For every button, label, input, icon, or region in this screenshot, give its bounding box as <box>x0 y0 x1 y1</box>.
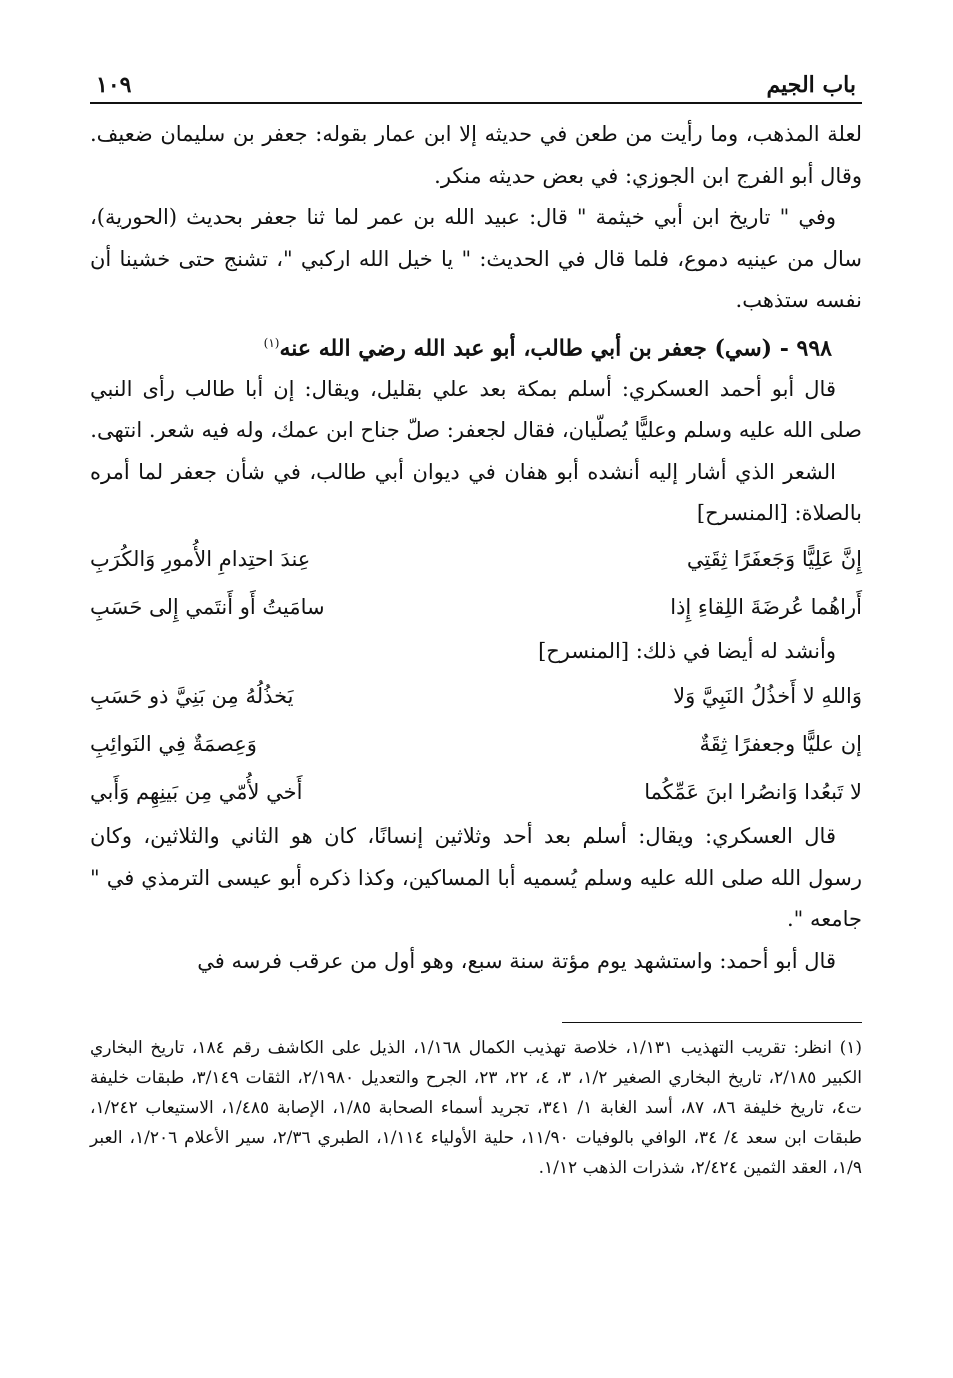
paragraph: الشعر الذي أشار إليه أنشده أبو هفان في ديوان أبي طالب، في شأن جعفر لما أمره بالصلاة: [المنسرح] <box>90 459 862 526</box>
page-number: ١٠٩ <box>96 72 132 98</box>
first-hemistich: أَراهُما عُرضَةَ اللِقاءِ إِذا <box>670 594 862 619</box>
book-page <box>90 68 862 1183</box>
first-hemistich: لا تَبعُدا وَانصُرا ابنَ عَمِّكُما <box>644 780 862 805</box>
poem-first <box>90 535 862 631</box>
paragraph: وفي " تاريخ ابن أبي خيثمة " قال: عبيد الله بن عمر لما ثنا جعفر بحديث (الحورية)، سال من عينيه دموع، فلما قال في الحديث: " يا خيل الله اركبي "، تشنج حتى خشينا أن نفسه ستذهب. <box>90 205 862 312</box>
verse-line <box>90 583 862 631</box>
footnotes <box>90 1033 862 1183</box>
verse-line <box>90 535 862 583</box>
paragraph: لعلة المذهب، وما رأيت من طعن في حديثه إلا ابن عمار بقوله: جعفر بن سليمان ضعيف. وقال أبو الفرج ابن الجوزي: في بعض حديثه منكر. <box>90 122 862 188</box>
paragraph: قال أبو أحمد العسكري: أسلم بمكة بعد علي بقليل، ويقال: إن أبا طالب رأى النبي صلى الله عليه وسلم وعليًّا يُصلّيان، فقال لجعفر: صلّ جناح ابن عمك، وله فيه شعر. انتهى. <box>90 376 862 443</box>
entry-heading-text: ٩٩٨ - (سي) جعفر بن أبي طالب، أبو عبد الله رضي الله عنه <box>279 334 832 361</box>
verse-line <box>90 720 862 768</box>
footnote-marker: (١) <box>263 335 280 350</box>
verse-line <box>90 768 862 816</box>
chapter-title: باب الجيم <box>766 72 856 98</box>
entry-heading <box>90 322 862 369</box>
first-hemistich: وَاللهِ لا أَخذُلُ النَبِيَّ وَلا <box>673 684 862 709</box>
second-hemistich: عِندَ احتِدامِ الأُمورِ وَالكُرَبِ <box>90 546 311 571</box>
main-text <box>90 114 862 982</box>
paragraph: وأنشد له أيضا في ذلك: [المنسرح] <box>538 638 836 663</box>
paragraph: قال العسكري: ويقال: أسلم بعد أحد وثلاثين إنسانًا، كان هو الثاني والثلاثين، وكان رسول الله صلى الله عليه وسلم يُسميه أبا المساكين، وكذا ذكره أبو عيسى الترمذي في " جامعه ". <box>90 824 862 932</box>
poem-second <box>90 672 862 816</box>
paragraph: قال أبو أحمد: واستشهد يوم مؤتة سنة سبع، وهو أول من عرقب فرسه في <box>197 948 836 973</box>
verse-line <box>90 672 862 720</box>
second-hemistich: يَخذُلُهُ مِن بَنِيَّ ذو حَسَبِ <box>90 684 294 709</box>
first-hemistich: إن عليًّا وجعفرًا ثِقَةٌ <box>699 732 862 757</box>
first-hemistich: إِنَّ عَلِيًّا وَجَعفَرًا ثِقَتِي <box>686 546 862 571</box>
footnote-separator <box>562 1022 862 1023</box>
second-hemistich: سامَيتُ أَو أَنتَمي إِلى حَسَبِ <box>90 594 325 619</box>
second-hemistich: وَعِصمَةٌ فِي النَوائِبِ <box>90 732 257 757</box>
second-hemistich: أَخي لأُمّي مِن بَينِهِم وَأَبي <box>90 780 303 805</box>
running-header <box>90 68 862 104</box>
footnote: (١) انظر: تقريب التهذيب ١/١٣١، خلاصة تهذيب الكمال ١/١٦٨، الذيل على الكاشف رقم ١٨٤، تاريخ البخاري الكبير ٢/١٨٥، تاريخ البخاري الصغير ١/٢، ٣، ٤، ٢٢، ٢٣، الجرح والتعديل ٢/١٩٨٠، الثقات ٣/١٤٩، طبقات خليفة ت٤، تاريخ خليفة ٨٦، ٨٧، أسد الغابة ١/ ٣٤١، تجريد أسماء الصحابة ١/٨٥، الإصابة ١/٤٨٥، الاستيعاب ١/٢٤٢، طبقات ابن سعد ٤/ ٣٤، الوافي بالوفيات ١١/٩٠، حلية الأولياء ١/١١٤، الطبري ٢/٣٦، سير الأعلام ١/٢٠٦، العبر ١/٩، العقد الثمين ٢/٤٢٤، شذرات الذهب ١/١٢. <box>90 1038 863 1179</box>
